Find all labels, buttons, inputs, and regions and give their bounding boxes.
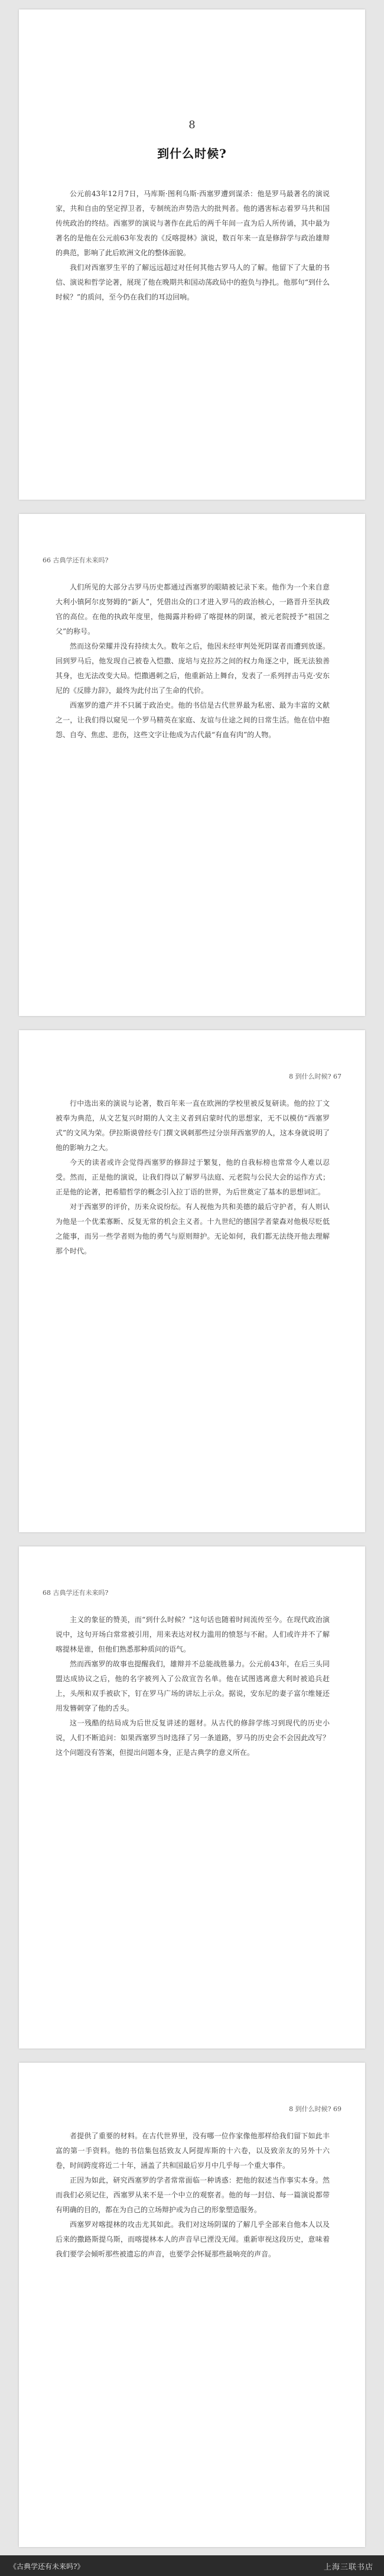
paragraph: 西塞罗的遗产并不只属于政治史。他的书信是古代世界最为私密、最为丰富的文献之一，让我们得以窥见一个罗马精英在家庭、友谊与仕途之间的日常生活。他在信中抱怨、自夸、焦虑、悲伤，这些文字让他成为古代最“有血有肉”的人物。 bbox=[56, 701, 330, 739]
paragraph: 人们所见的大部分古罗马历史都通过西塞罗的眼睛被记录下来。他作为一个来自意大利小镇阿尔皮努姆的“新人”，凭借出众的口才进入罗马的政治核心，一路晋升至执政官的高位。在他的执政年度里，他揭露并粉碎了喀提林的阴谋，被元老院授予“祖国之父”的称号。 bbox=[56, 583, 330, 636]
page-5-body bbox=[56, 2129, 330, 2262]
page-3-body bbox=[56, 1096, 330, 1259]
running-head: 8 到什么时候? 69 bbox=[289, 2105, 341, 2113]
page-1-body bbox=[56, 187, 330, 305]
footer-bar bbox=[0, 2555, 384, 2576]
page-5 bbox=[19, 2063, 365, 2547]
page-2 bbox=[19, 514, 365, 1016]
paragraph: 西塞罗对喀提林的攻击尤其如此。我们对这场阴谋的了解几乎全部来自他本人以及后来的撒路斯提乌斯，而喀提林本人的声音早已湮没无闻。重新审视这段历史，意味着我们要学会倾听那些被遗忘的声音，也要学会怀疑那些最响亮的声音。 bbox=[56, 2220, 330, 2258]
page-4 bbox=[19, 1546, 365, 2049]
chapter-number: 8 bbox=[188, 119, 196, 131]
paragraph: 者提供了重要的材料。在古代世界里，没有哪一位作家像他那样给我们留下如此丰富的第一手资料。他的书信集包括致友人阿提库斯的十六卷，以及致亲友的另外十六卷，时间跨度将近二十年，涵盖了共和国最后岁月中几乎每一个重大事件。 bbox=[56, 2132, 330, 2170]
book-title: 《古典学还有未来吗?》 bbox=[9, 2562, 84, 2571]
paragraph: 对于西塞罗的评价，历来众说纷纭。有人视他为共和美德的最后守护者，有人则认为他是一个优柔寡断、反复无常的机会主义者。十九世纪的德国学者蒙森对他极尽贬低之能事，而另一些学者则为他的勇气与原则辩护。无论如何，我们都无法绕开他去理解那个时代。 bbox=[56, 1203, 330, 1255]
paragraph: 然而这份荣耀并没有持续太久。数年之后，他因未经审判处死阴谋者而遭到放逐。回到罗马后，他发现自己被卷入恺撒、庞培与克拉苏之间的权力角逐之中，既无法独善其身，也无法改变大局。恺撒遇刺之后，他重新站上舞台，发表了一系列抨击马克·安东尼的《反腓力辞》，最终为此付出了生命的代价。 bbox=[56, 642, 330, 695]
paragraph: 行中选出来的演说与论著，数百年来一直在欧洲的学校里被反复研读。他的拉丁文被奉为典范，从文艺复兴时期的人文主义者到启蒙时代的思想家，无不以模仿“西塞罗式”的文风为荣。伊拉斯谟曾经专门撰文讽刺那些过分崇拜西塞罗的人，这本身就说明了他的影响力之大。 bbox=[56, 1099, 330, 1152]
running-head: 8 到什么时候? 67 bbox=[289, 1073, 341, 1080]
paragraph: 公元前43年12月7日，马库斯·图利乌斯·西塞罗遭到谋杀：他是罗马最著名的演说家，共和自由的坚定捍卫者，专制统治声势浩大的批判者。他的遇害标志着罗马共和国传统政治的终结。西塞罗的演说与著作在此后的两千年间一直为后人所传诵，其中最为著名的是他在公元前63年发表的《反喀提林》演说，数百年来一直是修辞学与政治雄辩的典范，影响了此后欧洲文化的整体面貌。 bbox=[56, 190, 330, 257]
publisher-logo: 上海三联书店 bbox=[323, 2563, 373, 2572]
page-3 bbox=[19, 1030, 365, 1532]
chapter-title: 到什么时候? bbox=[157, 146, 227, 161]
page-1 bbox=[19, 9, 365, 500]
running-head: 66 古典学还有未来吗? bbox=[43, 556, 109, 564]
paragraph: 主义的象征的赞美，而“到什么时候？”这句话也随着时间流传至今。在现代政治演说中，这句开场白常常被引用，用来表达对权力滥用的愤怒与不耐。人们或许并不了解喀提林是谁，但他们熟悉那种质问的语气。 bbox=[56, 1616, 330, 1653]
running-head: 68 古典学还有未来吗? bbox=[43, 1589, 109, 1597]
page-4-body bbox=[56, 1613, 330, 1760]
paragraph: 今天的读者或许会觉得西塞罗的修辞过于繁复，他的自我标榜也常常令人难以忍受。然而，正是他的演说，让我们得以了解罗马法庭、元老院与公民大会的运作方式；正是他的论著，把希腊哲学的概念引入拉丁语的世界，为后世奠定了基本的思想词汇。 bbox=[56, 1158, 330, 1196]
page-2-body bbox=[56, 580, 330, 742]
paragraph: 我们对西塞罗生平的了解远远超过对任何其他古罗马人的了解。他留下了大量的书信、演说和哲学论著，展现了他在晚期共和国动荡政局中的抱负与挣扎。他那句“到什么时候？”的质问，至今仍在我们的耳边回响。 bbox=[56, 263, 330, 301]
paragraph: 然而西塞罗的故事也提醒我们，雄辩并不总能战胜暴力。公元前43年，在后三头同盟达成协议之后，他的名字被列入了公敌宣告名单。他在试图逃离意大利时被追兵赶上，头颅和双手被砍下，钉在罗马广场的讲坛上示众。据说，安东尼的妻子富尔维娅还用发簪刺穿了他的舌头。 bbox=[56, 1660, 330, 1712]
paragraph: 这一残酷的结局成为后世反复讲述的题材。从古代的修辞学练习到现代的历史小说，人们不断追问：如果西塞罗当时选择了另一条道路，罗马的历史会不会因此改写？这个问题没有答案，但提出问题本身，正是古典学的意义所在。 bbox=[56, 1719, 330, 1757]
paragraph: 正因为如此，研究西塞罗的学者常常面临一种诱惑：把他的叙述当作事实本身。然而我们必须记住，西塞罗从来不是一个中立的观察者。他的每一封信、每一篇演说都带有明确的目的，都在为自己的立场辩护或为自己的形象塑造服务。 bbox=[56, 2176, 330, 2214]
